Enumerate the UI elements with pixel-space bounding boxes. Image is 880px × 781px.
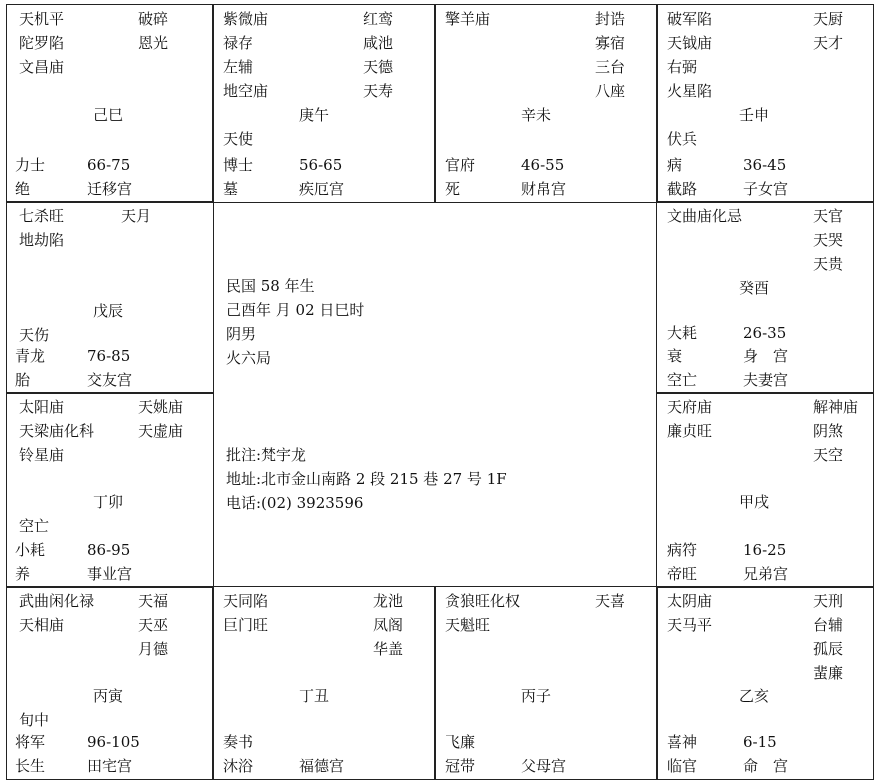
- life-stage: 长生: [15, 756, 46, 775]
- address: 地址:北市金山南路 2 段 215 巷 27 号 1F: [226, 470, 507, 488]
- palace-stem: 丙子: [521, 687, 552, 705]
- life-stage: 沐浴: [223, 756, 254, 775]
- birth-date-time: 己酉年 月 02 日巳时: [226, 301, 365, 319]
- minor-star: 华盖: [373, 640, 404, 658]
- star: 天同陷: [223, 592, 269, 610]
- body-palace-mark: 身 宫: [743, 347, 789, 365]
- palace-name: 迁移宫: [87, 179, 133, 198]
- star: 文曲庙化忌: [667, 207, 743, 225]
- star: 地空庙: [223, 82, 269, 100]
- star: 武曲闲化禄: [19, 592, 95, 610]
- star: 七杀旺: [19, 207, 65, 225]
- minor-star: 寡宿: [595, 34, 626, 52]
- palace-name: 事业宫: [87, 564, 133, 583]
- age-range: 96-105: [87, 733, 140, 751]
- life-stage: 空亡: [667, 370, 698, 389]
- life-stage: 绝: [15, 179, 31, 198]
- palace-stem: 癸酉: [739, 279, 770, 297]
- minor-star: 龙池: [373, 592, 404, 610]
- palace-name: 夫妻宫: [743, 370, 789, 389]
- life-stage: 冠带: [445, 756, 476, 775]
- palace-you: [656, 201, 874, 394]
- deity: 病: [667, 156, 683, 174]
- palace-wu: [212, 4, 436, 203]
- phone: 电话:(02) 3923596: [226, 494, 364, 512]
- life-stage: 帝旺: [667, 564, 698, 583]
- minor-star: 旬中: [19, 711, 50, 729]
- palace-name: 财帛宫: [521, 179, 567, 198]
- palace-name: 疾厄宫: [299, 179, 345, 198]
- deity: 喜神: [667, 733, 698, 751]
- chart-center: [213, 202, 658, 587]
- palace-stem: 己巳: [93, 106, 124, 124]
- palace-zi: [434, 586, 658, 780]
- minor-star: 天哭: [813, 231, 844, 249]
- minor-star: 天官: [813, 207, 844, 225]
- star: 天梁庙化科: [19, 422, 95, 440]
- minor-star: 天姚庙: [138, 398, 184, 416]
- palace-name: 子女宫: [743, 179, 789, 198]
- palace-si: [6, 4, 214, 203]
- minor-star: 封诰: [595, 10, 626, 28]
- star: 陀罗陷: [19, 34, 65, 52]
- palace-chou: [212, 586, 436, 780]
- palace-name: 父母宫: [521, 756, 567, 775]
- minor-star: 咸池: [363, 34, 394, 52]
- star: 天魁旺: [445, 616, 491, 634]
- life-stage: 养: [15, 564, 31, 583]
- palace-stem: 丙寅: [93, 687, 124, 705]
- palace-stem: 丁丑: [299, 687, 330, 705]
- life-stage: 胎: [15, 370, 31, 389]
- minor-star: 天月: [121, 207, 152, 225]
- life-stage: 死: [445, 179, 461, 198]
- age-range: 6-15: [743, 733, 777, 751]
- deity: 奏书: [223, 733, 254, 751]
- star: 天钺庙: [667, 34, 713, 52]
- star: 紫微庙: [223, 10, 269, 28]
- ziwei-chart: [6, 4, 874, 780]
- star: 文昌庙: [19, 58, 65, 76]
- star: 巨门旺: [223, 616, 269, 634]
- minor-star: 阴煞: [813, 422, 844, 440]
- minor-star: 红鸾: [363, 10, 394, 28]
- star: 天机平: [19, 10, 65, 28]
- deity: 官府: [445, 156, 476, 174]
- minor-star: 天厨: [813, 10, 844, 28]
- star: 天府庙: [667, 398, 713, 416]
- star: 禄存: [223, 34, 254, 52]
- star: 右弼: [667, 58, 698, 76]
- palace-hai: [656, 586, 874, 780]
- minor-star: 天虚庙: [138, 422, 184, 440]
- deity: 博士: [223, 156, 254, 174]
- palace-stem: 庚午: [299, 106, 330, 124]
- minor-star: 天贵: [813, 255, 844, 273]
- minor-star: 天巫: [138, 616, 169, 634]
- gender: 阴男: [226, 325, 257, 343]
- minor-star: 孤辰: [813, 640, 844, 658]
- age-range: 26-35: [743, 323, 787, 342]
- age-range: 36-45: [743, 156, 787, 174]
- deity: 青龙: [15, 347, 46, 365]
- minor-star: 恩光: [138, 34, 169, 52]
- palace-shen: [656, 4, 874, 203]
- star: 擎羊庙: [445, 10, 491, 28]
- minor-star: 三台: [595, 58, 626, 76]
- minor-star: 空亡: [19, 517, 50, 535]
- palace-name: 交友宫: [87, 370, 133, 389]
- minor-star: 天寿: [363, 82, 394, 100]
- star: 左辅: [223, 58, 254, 76]
- age-range: 16-25: [743, 541, 787, 559]
- minor-star: 破碎: [138, 10, 169, 28]
- life-stage: 临官: [667, 756, 698, 775]
- age-range: 46-55: [521, 156, 565, 174]
- palace-name: 兄弟宫: [743, 564, 789, 583]
- palace-stem: 戊辰: [93, 302, 124, 320]
- star: 火星陷: [667, 82, 713, 100]
- palace-xu: [656, 392, 874, 588]
- palace-stem: 乙亥: [739, 687, 770, 705]
- minor-star: 天才: [813, 34, 844, 52]
- element-bureau: 火六局: [226, 349, 272, 367]
- star: 太阳庙: [19, 398, 65, 416]
- deity: 病符: [667, 541, 698, 559]
- minor-star: 天福: [138, 592, 169, 610]
- minor-star: 天刑: [813, 592, 844, 610]
- life-stage: 截路: [667, 179, 698, 198]
- palace-chen: [6, 201, 214, 394]
- minor-star: 月德: [138, 640, 169, 658]
- minor-star: 天喜: [595, 592, 626, 610]
- palace-stem: 辛未: [521, 106, 552, 124]
- minor-star: 台辅: [813, 616, 844, 634]
- palace-stem: 壬申: [739, 106, 770, 124]
- star: 廉贞旺: [667, 422, 713, 440]
- star: 太阴庙: [667, 592, 713, 610]
- star: 破军陷: [667, 10, 713, 28]
- minor-star: 天伤: [19, 326, 50, 344]
- deity: 力士: [15, 156, 46, 174]
- palace-yin: [6, 586, 214, 780]
- age-range: 56-65: [299, 156, 343, 174]
- star: 铃星庙: [19, 446, 65, 464]
- minor-star: 天德: [363, 58, 394, 76]
- deity: 大耗: [667, 323, 698, 342]
- palace-stem: 甲戌: [739, 493, 770, 511]
- star: 贪狼旺化权: [445, 592, 521, 610]
- age-range: 66-75: [87, 156, 131, 174]
- palace-name: 命 宫: [743, 756, 789, 775]
- minor-star: 蜚廉: [813, 664, 844, 682]
- palace-name: 福德宫: [299, 756, 345, 775]
- minor-star: 凤阁: [373, 616, 404, 634]
- minor-star: 伏兵: [667, 130, 698, 148]
- minor-star: 解神庙: [813, 398, 859, 416]
- palace-stem: 丁卯: [93, 493, 124, 511]
- minor-star: 八座: [595, 82, 626, 100]
- age-range: 76-85: [87, 347, 131, 365]
- star: 天马平: [667, 616, 713, 634]
- annotator: 批注:梵宇龙: [226, 446, 307, 464]
- star: 天相庙: [19, 616, 65, 634]
- life-stage: 墓: [223, 179, 239, 198]
- palace-mao: [6, 392, 214, 588]
- deity: 小耗: [15, 541, 46, 559]
- birth-year: 民国 58 年生: [226, 277, 315, 295]
- age-range: 86-95: [87, 541, 131, 559]
- minor-star: 天空: [813, 446, 844, 464]
- minor-star: 天使: [223, 130, 254, 148]
- palace-name: 田宅宫: [87, 756, 133, 775]
- life-stage: 衰: [667, 347, 683, 365]
- deity: 将军: [15, 733, 46, 751]
- palace-wei: [434, 4, 658, 203]
- deity: 飞廉: [445, 733, 476, 751]
- star: 地劫陷: [19, 231, 65, 249]
